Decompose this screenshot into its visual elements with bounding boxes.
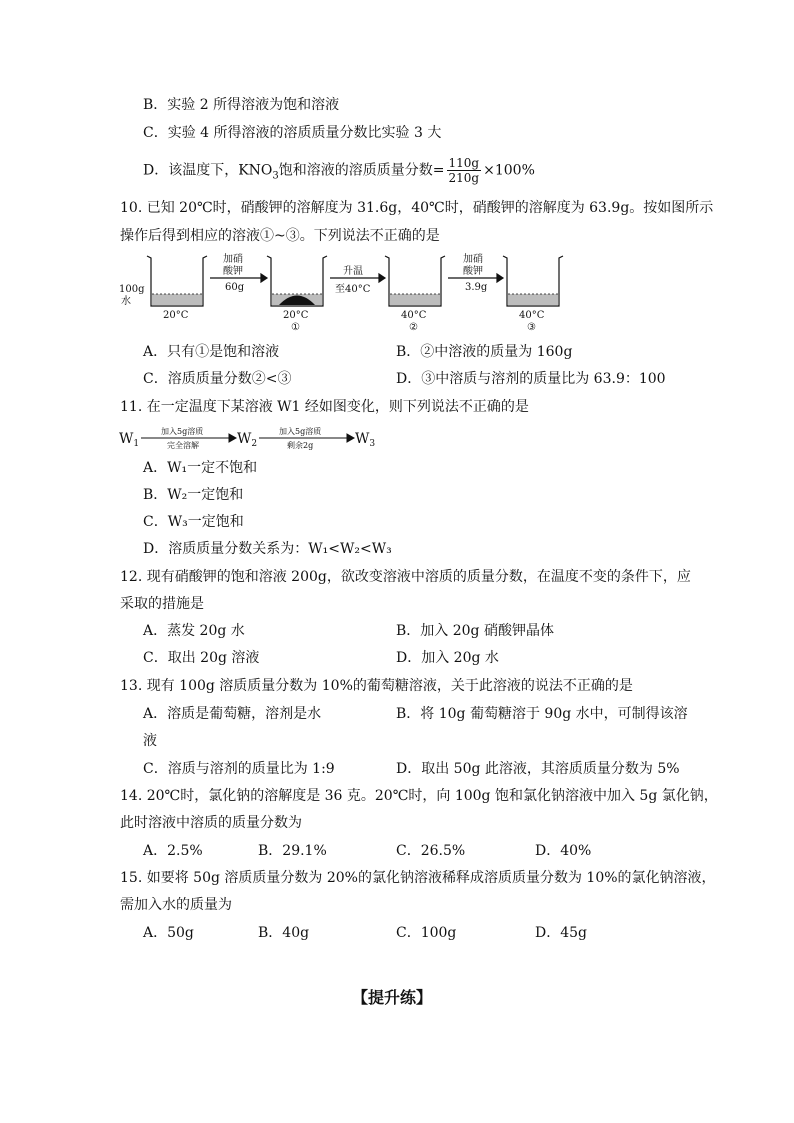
arrow-3-label-top1: 加硝 [463,254,483,265]
q12-option-a: A．蒸发 20g 水 [143,623,245,639]
q13-option-b-line1: B．将 10g 葡萄糖溶于 90g 水中，可制得该溶 [396,706,688,722]
q12-option-b: B．加入 20g 硝酸钾晶体 [396,623,554,639]
q11-stem: 11. 在一定温度下某溶液 W1 经如图变化，则下列说法不正确的是 [120,399,529,415]
q10-option-d: D．③中溶质与溶剂的质量比为 63.9：100 [396,371,666,387]
section-heading: 【提升练】 [352,988,433,1007]
q15-stem-line2: 需加入水的质量为 [120,897,232,913]
q9-option-d-prefix: D．该温度下，KNO [143,162,273,179]
w2-label: $W_2$ [237,431,258,449]
q10-beaker-diagram [115,250,575,336]
beaker-3-number: ② [409,322,418,333]
q15-option-b: B．40g [258,925,310,941]
w3-label: $W_3$ [355,431,376,449]
q9-option-b: B．实验 2 所得溶液为饱和溶液 [143,97,340,113]
q11-option-d: D．溶质质量分数关系为：W₁<W₂<W₃ [143,541,392,557]
q10-option-a: A．只有①是饱和溶液 [143,344,280,360]
q13-stem: 13. 现有 100g 溶质质量分数为 10%的葡萄糖溶液，关于此溶液的说法不正确的是 [120,678,633,694]
q11-arrow-2-bottom: 剩余2g [287,441,314,450]
q12-option-c: C．取出 20g 溶液 [143,650,260,666]
q11-option-b: B．W₂一定饱和 [143,487,244,503]
beaker-4-liquid [508,294,558,305]
arrow-3-label-top2: 酸钾 [463,266,483,277]
q9-option-d [143,156,535,190]
beaker-4-temp: 40°C [519,310,545,321]
arrow-3-label-bottom: 3.9g [465,282,488,293]
water-label-2: 水 [121,296,131,307]
q10-stem-line2: 操作后得到相应的溶液①~③。下列说法不正确的是 [120,228,440,244]
q9-fraction-denominator: 210g [448,171,480,185]
q14-stem-line2: 此时溶液中溶质的质量分数为 [120,815,302,831]
q12-stem-line1: 12. 现有硝酸钾的饱和溶液 200g，欲改变溶液中溶质的质量分数，在温度不变的条件下，应 [120,569,691,585]
q11-option-c: C．W₃一定饱和 [143,514,244,530]
q10-option-c: C．溶质质量分数②<③ [143,371,292,387]
beaker-1-liquid [152,294,202,305]
q15-option-d: D．45g [535,925,588,941]
q12-stem-line2: 采取的措施是 [120,596,204,612]
beaker-3-temp: 40°C [401,310,427,321]
q10-option-b: B．②中溶液的质量为 160g [396,344,573,360]
beaker-3-liquid [390,294,440,305]
q14-option-b: B．29.1% [258,843,327,859]
q13-option-a: A．溶质是葡萄糖，溶剂是水 [143,706,322,722]
q11-option-a: A．W₁一定不饱和 [143,460,258,476]
beaker-1-temp: 20°C [163,310,189,321]
q11-flow-diagram [115,424,395,452]
q13-option-d: D．取出 50g 此溶液，其溶质质量分数为 5% [396,761,680,777]
q9-fraction-numerator: 110g [448,156,480,170]
q15-option-c: C．100g [396,925,457,941]
q9-fraction [447,156,482,185]
q11-arrow-1-bottom: 完全溶解 [167,441,199,450]
q14-stem-line1: 14. 20℃时，氯化钠的溶解度是 36 克。20℃时，向 100g 饱和氯化钠溶液中加入 5g 氯化钠， [120,788,718,804]
arrow-1-label-bottom: 60g [225,282,245,293]
q14-option-d: D．40% [535,843,592,859]
q11-arrow-2-top: 加入5g溶质 [279,427,322,436]
q12-option-d: D．加入 20g 水 [396,650,499,666]
q10-stem-line1: 10. 已知 20℃时，硝酸钾的溶解度为 31.6g，40℃时，硝酸钾的溶解度为 63.9g。按如图所示 [120,200,714,216]
q11-arrow-1-top: 加入5g溶质 [161,427,204,436]
q14-option-c: C．26.5% [396,843,466,859]
beaker-2-number: ① [291,322,300,333]
q13-option-b-line2: 液 [143,733,157,749]
arrow-1-label-top2: 酸钾 [223,266,243,277]
q15-option-a: A．50g [143,925,194,941]
arrow-2-label-bottom: 至40°C [335,284,371,295]
q15-stem-line1: 15. 如要将 50g 溶质质量分数为 20%的氯化钠溶液稀释成溶质质量分数为 10%的氯化钠溶液， [120,870,716,886]
q9-option-d-subscript: 3 [272,170,279,182]
arrow-2-label-top: 升温 [343,266,363,277]
q9-option-d-middle: 饱和溶液的溶质质量分数= [278,162,445,179]
water-label-1: 100g [119,284,145,295]
w1-label: $W_1$ [119,431,140,449]
q13-option-c: C．溶质与溶剂的质量比为 1:9 [143,761,335,777]
q9-option-d-suffix: ×100% [483,162,535,179]
beaker-2-temp: 20°C [283,310,309,321]
q9-option-c: C．实验 4 所得溶液的溶质质量分数比实验 3 大 [143,125,442,141]
arrow-1-label-top1: 加硝 [223,254,243,265]
beaker-4-number: ③ [527,322,536,333]
q14-option-a: A．2.5% [143,843,203,859]
